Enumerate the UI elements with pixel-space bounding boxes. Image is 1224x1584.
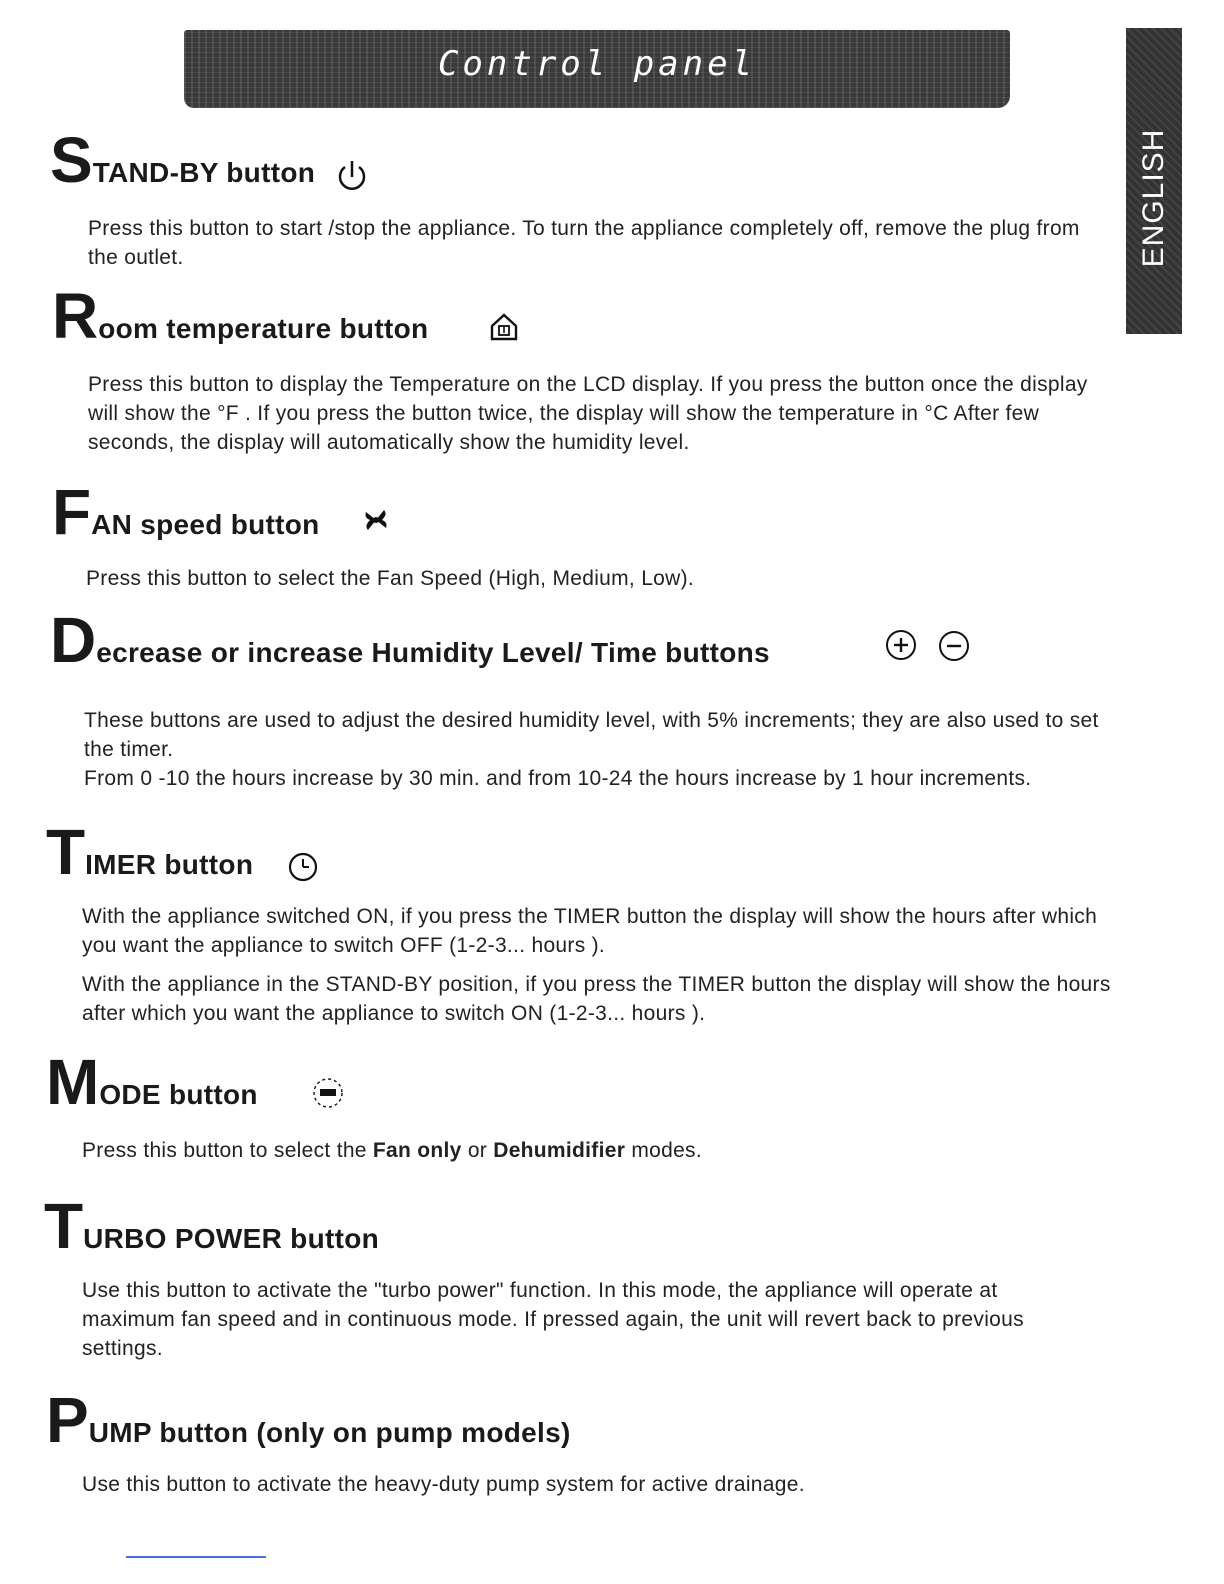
power-icon (334, 158, 370, 194)
heading-text: AN speed button (91, 509, 320, 540)
heading-text: oom temperature button (98, 313, 429, 344)
heading-initial: T (46, 816, 86, 888)
mode-heading (46, 1046, 258, 1118)
fan-icon (362, 506, 390, 534)
paragraph: From 0 -10 the hours increase by 30 min. and from 10-24 the hours increase by 1 hour increments. (84, 767, 1032, 790)
paragraph: Press this button to start /stop the appliance. To turn the appliance completely off, remove the plug from the outlet. (88, 217, 1080, 269)
text-span: or (467, 1139, 488, 1162)
divider-line (126, 1556, 266, 1558)
dehumidifier-label: Dehumidifier (493, 1139, 626, 1162)
control-panel-banner (184, 30, 1010, 108)
standby-heading (50, 124, 316, 196)
paragraph: With the appliance switched ON, if you press the TIMER button the display will show the hours after which you want the appliance to switch OFF (1-2-3... hours ). (82, 905, 1098, 957)
paragraph: Use this button to activate the "turbo power" function. In this mode, the appliance will operate at maximum fan speed and in continuous mode. If pressed again, the unit will revert back to previous settings. (82, 1279, 1024, 1360)
humidity-time-heading (50, 604, 770, 676)
banner-title: Control panel (437, 44, 757, 84)
fan-speed-heading (52, 476, 320, 548)
heading-initial: T (44, 1190, 84, 1262)
language-tab (1126, 28, 1182, 334)
heading-initial: M (46, 1046, 100, 1118)
heading-text: IMER button (85, 849, 254, 880)
paragraph: These buttons are used to adjust the desired humidity level, with 5% increments; they are also used to set the timer. (84, 709, 1099, 761)
humidity-time-description (84, 706, 1110, 793)
heading-initial: P (46, 1384, 89, 1456)
standby-description (88, 214, 1108, 272)
mode-icon (308, 1076, 348, 1110)
paragraph: Press this button to select the Fan Speed (High, Medium, Low). (86, 567, 695, 590)
paragraph: Use this button to activate the heavy-duty pump system for active drainage. (82, 1473, 805, 1496)
room-temperature-heading (52, 280, 429, 352)
pump-heading (46, 1384, 571, 1456)
heading-text: UMP button (only on pump models) (88, 1417, 571, 1448)
language-tab-label: ENGLISH (1137, 128, 1170, 268)
fan-only-label: Fan only (372, 1139, 462, 1162)
heading-text: TAND-BY button (92, 157, 316, 188)
mode-description (82, 1136, 1102, 1165)
pump-description (82, 1470, 1102, 1499)
paragraph: With the appliance in the STAND-BY position, if you press the TIMER button the display will show the hours after which you want the appliance to switch ON (1-2-3... hours ). (82, 973, 1111, 1025)
paragraph (82, 1136, 1102, 1165)
timer-heading (46, 816, 254, 888)
turbo-power-description (82, 1276, 1082, 1363)
fan-speed-description (86, 564, 1106, 593)
plus-minus-icon (884, 628, 976, 664)
heading-initial: R (52, 280, 99, 352)
room-temperature-description (88, 370, 1108, 457)
clock-icon (287, 851, 319, 883)
timer-description (82, 902, 1112, 1028)
heading-text: URBO POWER button (83, 1223, 380, 1254)
heading-text: ODE button (99, 1079, 258, 1110)
heading-initial: F (52, 476, 92, 548)
text-span: Press this button to select the (82, 1139, 367, 1162)
house-thermometer-icon (488, 311, 520, 343)
turbo-power-heading (44, 1190, 380, 1262)
text-span: modes. (631, 1139, 702, 1162)
heading-text: ecrease or increase Humidity Level/ Time buttons (96, 637, 770, 668)
heading-initial: D (50, 604, 97, 676)
heading-initial: S (50, 124, 93, 196)
paragraph: Press this button to display the Temperature on the LCD display. If you press the button once the display will show the °F . If you press the button twice, the display will show the temperature in °C After few seconds, the display will automatically show the humidity level. (88, 373, 1088, 454)
